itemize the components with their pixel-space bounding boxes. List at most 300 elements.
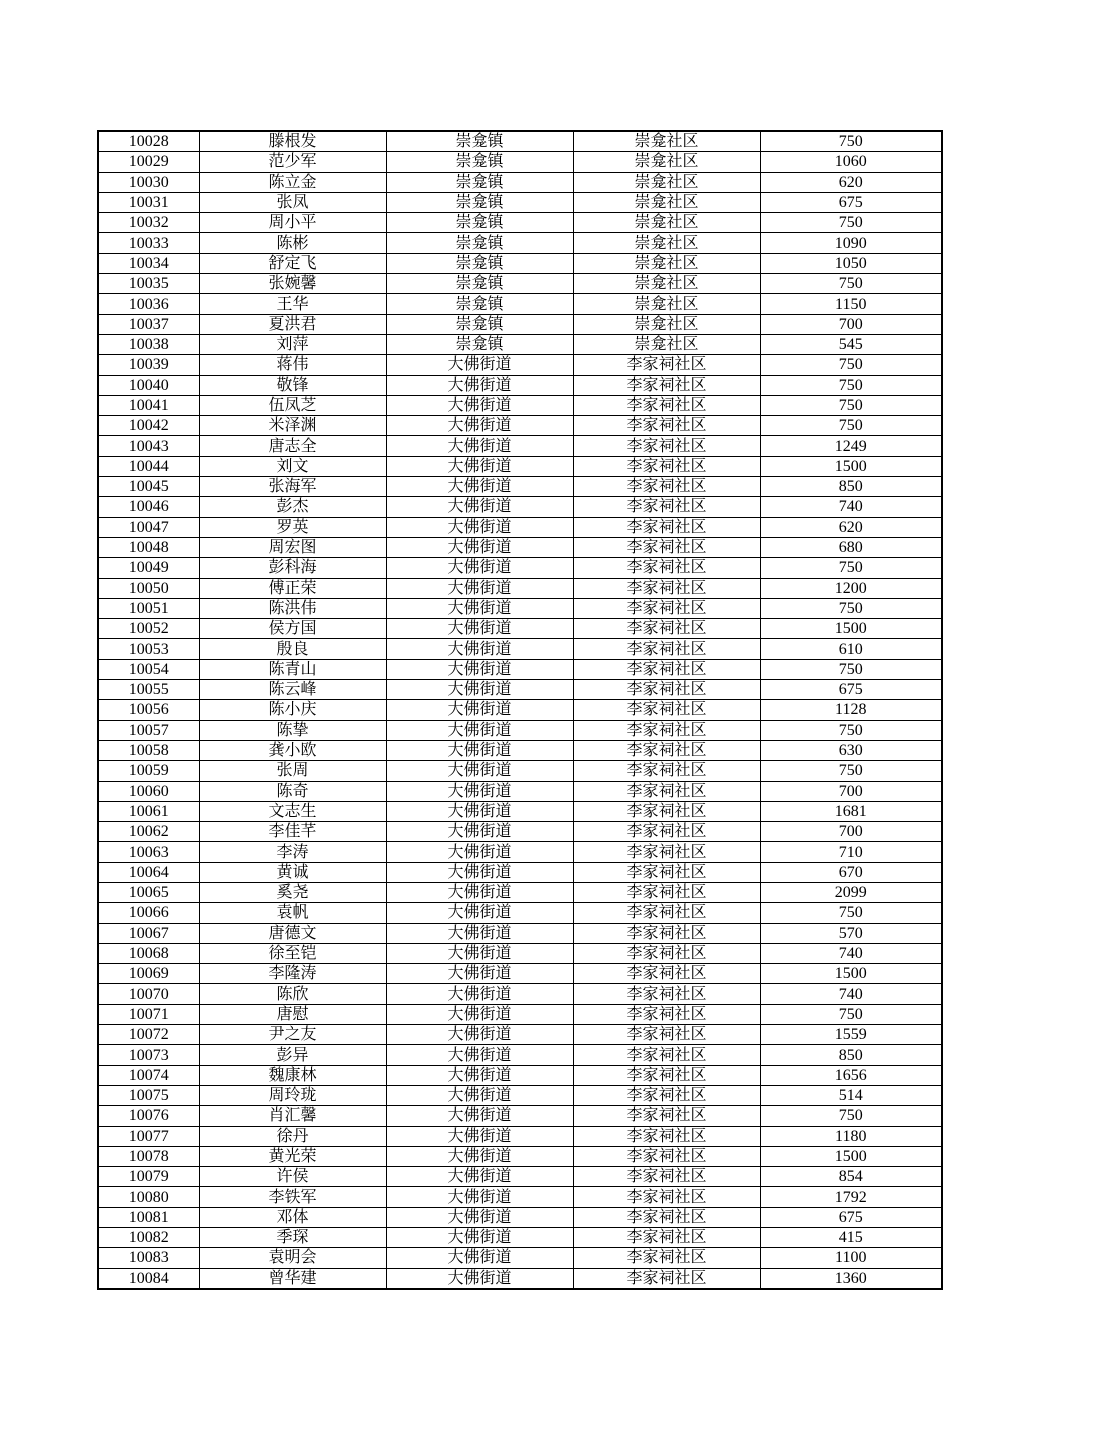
name-cell: 张凤: [199, 192, 386, 212]
name-cell: 龚小欧: [199, 740, 386, 760]
table-row: [98, 395, 942, 415]
id-cell: 10079: [98, 1167, 199, 1187]
table-row: [98, 761, 942, 781]
table-row: [98, 1004, 942, 1024]
amount-cell: 700: [760, 314, 942, 334]
community-cell: 崇龛社区: [573, 233, 760, 253]
town-cell: 崇龛镇: [386, 213, 573, 233]
community-cell: 李家祠社区: [573, 801, 760, 821]
name-cell: 曾华建: [199, 1268, 386, 1289]
town-cell: 大佛街道: [386, 436, 573, 456]
town-cell: 大佛街道: [386, 1004, 573, 1024]
table-row: [98, 355, 942, 375]
town-cell: 崇龛镇: [386, 192, 573, 212]
amount-cell: 750: [760, 761, 942, 781]
amount-cell: 675: [760, 680, 942, 700]
town-cell: 崇龛镇: [386, 294, 573, 314]
name-cell: 许侯: [199, 1167, 386, 1187]
community-cell: 李家祠社区: [573, 943, 760, 963]
name-cell: 袁帆: [199, 903, 386, 923]
community-cell: 李家祠社区: [573, 619, 760, 639]
table-row: [98, 720, 942, 740]
table-row: [98, 375, 942, 395]
amount-cell: 1060: [760, 152, 942, 172]
amount-cell: 750: [760, 395, 942, 415]
table-row: [98, 274, 942, 294]
community-cell: 李家祠社区: [573, 578, 760, 598]
id-cell: 10060: [98, 781, 199, 801]
id-cell: 10035: [98, 274, 199, 294]
town-cell: 大佛街道: [386, 395, 573, 415]
table-row: [98, 598, 942, 618]
community-cell: 李家祠社区: [573, 1167, 760, 1187]
community-cell: 李家祠社区: [573, 477, 760, 497]
table-row: [98, 1268, 942, 1289]
town-cell: 大佛街道: [386, 639, 573, 659]
id-cell: 10080: [98, 1187, 199, 1207]
id-cell: 10031: [98, 192, 199, 212]
table-row: [98, 1065, 942, 1085]
community-cell: 崇龛社区: [573, 172, 760, 192]
table-row: [98, 477, 942, 497]
community-cell: 李家祠社区: [573, 720, 760, 740]
table-row: [98, 984, 942, 1004]
community-cell: 崇龛社区: [573, 213, 760, 233]
town-cell: 大佛街道: [386, 862, 573, 882]
id-cell: 10061: [98, 801, 199, 821]
amount-cell: 610: [760, 639, 942, 659]
town-cell: 崇龛镇: [386, 131, 573, 152]
id-cell: 10071: [98, 1004, 199, 1024]
town-cell: 大佛街道: [386, 1085, 573, 1105]
name-cell: 范少军: [199, 152, 386, 172]
table-row: [98, 294, 942, 314]
name-cell: 邓体: [199, 1207, 386, 1227]
town-cell: 崇龛镇: [386, 314, 573, 334]
id-cell: 10036: [98, 294, 199, 314]
amount-cell: 1500: [760, 1146, 942, 1166]
community-cell: 李家祠社区: [573, 1187, 760, 1207]
community-cell: 李家祠社区: [573, 1065, 760, 1085]
town-cell: 崇龛镇: [386, 172, 573, 192]
name-cell: 王华: [199, 294, 386, 314]
id-cell: 10084: [98, 1268, 199, 1289]
id-cell: 10069: [98, 964, 199, 984]
amount-cell: 570: [760, 923, 942, 943]
table-row: [98, 619, 942, 639]
town-cell: 大佛街道: [386, 1167, 573, 1187]
name-cell: 徐至铠: [199, 943, 386, 963]
community-cell: 李家祠社区: [573, 700, 760, 720]
town-cell: 大佛街道: [386, 1106, 573, 1126]
id-cell: 10059: [98, 761, 199, 781]
id-cell: 10083: [98, 1248, 199, 1268]
community-cell: 李家祠社区: [573, 1045, 760, 1065]
amount-cell: 750: [760, 903, 942, 923]
table-row: [98, 1248, 942, 1268]
amount-cell: 1792: [760, 1187, 942, 1207]
name-cell: 唐志全: [199, 436, 386, 456]
name-cell: 尹之友: [199, 1025, 386, 1045]
community-cell: 李家祠社区: [573, 1106, 760, 1126]
id-cell: 10056: [98, 700, 199, 720]
town-cell: 大佛街道: [386, 1065, 573, 1085]
table-row: [98, 253, 942, 273]
table-row: [98, 1085, 942, 1105]
town-cell: 崇龛镇: [386, 334, 573, 354]
town-cell: 大佛街道: [386, 598, 573, 618]
community-cell: 李家祠社区: [573, 558, 760, 578]
community-cell: 李家祠社区: [573, 964, 760, 984]
town-cell: 大佛街道: [386, 497, 573, 517]
community-cell: 崇龛社区: [573, 253, 760, 273]
table-row: [98, 862, 942, 882]
id-cell: 10043: [98, 436, 199, 456]
amount-cell: 750: [760, 1106, 942, 1126]
id-cell: 10034: [98, 253, 199, 273]
table-row: [98, 334, 942, 354]
table-row: [98, 1106, 942, 1126]
table-row: [98, 497, 942, 517]
name-cell: 周宏图: [199, 537, 386, 557]
table-row: [98, 822, 942, 842]
name-cell: 肖汇馨: [199, 1106, 386, 1126]
amount-cell: 750: [760, 720, 942, 740]
community-cell: 李家祠社区: [573, 1207, 760, 1227]
amount-cell: 750: [760, 659, 942, 679]
community-cell: 李家祠社区: [573, 1268, 760, 1289]
town-cell: 大佛街道: [386, 477, 573, 497]
amount-cell: 710: [760, 842, 942, 862]
table-row: [98, 172, 942, 192]
name-cell: 陈立金: [199, 172, 386, 192]
amount-cell: 854: [760, 1167, 942, 1187]
id-cell: 10040: [98, 375, 199, 395]
town-cell: 大佛街道: [386, 578, 573, 598]
name-cell: 奚尧: [199, 882, 386, 902]
town-cell: 大佛街道: [386, 659, 573, 679]
table-row: [98, 558, 942, 578]
id-cell: 10029: [98, 152, 199, 172]
town-cell: 崇龛镇: [386, 152, 573, 172]
name-cell: 刘文: [199, 456, 386, 476]
name-cell: 陈欣: [199, 984, 386, 1004]
table-row: [98, 781, 942, 801]
name-cell: 李涛: [199, 842, 386, 862]
name-cell: 彭科海: [199, 558, 386, 578]
name-cell: 唐慰: [199, 1004, 386, 1024]
id-cell: 10064: [98, 862, 199, 882]
community-cell: 李家祠社区: [573, 1248, 760, 1268]
table-row: [98, 314, 942, 334]
id-cell: 10039: [98, 355, 199, 375]
town-cell: 崇龛镇: [386, 274, 573, 294]
town-cell: 大佛街道: [386, 375, 573, 395]
name-cell: 蒋伟: [199, 355, 386, 375]
id-cell: 10030: [98, 172, 199, 192]
table-row: [98, 680, 942, 700]
amount-cell: 1050: [760, 253, 942, 273]
amount-cell: 750: [760, 416, 942, 436]
community-cell: 李家祠社区: [573, 537, 760, 557]
community-cell: 李家祠社区: [573, 416, 760, 436]
town-cell: 大佛街道: [386, 680, 573, 700]
town-cell: 大佛街道: [386, 1228, 573, 1248]
town-cell: 大佛街道: [386, 1025, 573, 1045]
data-table: [97, 130, 943, 1290]
name-cell: 陈云峰: [199, 680, 386, 700]
amount-cell: 740: [760, 943, 942, 963]
community-cell: 崇龛社区: [573, 314, 760, 334]
name-cell: 傅正荣: [199, 578, 386, 598]
town-cell: 大佛街道: [386, 416, 573, 436]
amount-cell: 670: [760, 862, 942, 882]
table-row: [98, 213, 942, 233]
name-cell: 徐丹: [199, 1126, 386, 1146]
id-cell: 10065: [98, 882, 199, 902]
table-row: [98, 1167, 942, 1187]
table-row: [98, 1025, 942, 1045]
town-cell: 大佛街道: [386, 517, 573, 537]
amount-cell: 514: [760, 1085, 942, 1105]
name-cell: 李佳芊: [199, 822, 386, 842]
name-cell: 伍凤芝: [199, 395, 386, 415]
community-cell: 崇龛社区: [573, 152, 760, 172]
name-cell: 黄光荣: [199, 1146, 386, 1166]
amount-cell: 680: [760, 537, 942, 557]
name-cell: 张婉馨: [199, 274, 386, 294]
name-cell: 张海军: [199, 477, 386, 497]
amount-cell: 620: [760, 517, 942, 537]
id-cell: 10046: [98, 497, 199, 517]
community-cell: 李家祠社区: [573, 517, 760, 537]
name-cell: 魏康林: [199, 1065, 386, 1085]
id-cell: 10063: [98, 842, 199, 862]
amount-cell: 700: [760, 822, 942, 842]
amount-cell: 1200: [760, 578, 942, 598]
table-row: [98, 456, 942, 476]
id-cell: 10037: [98, 314, 199, 334]
community-cell: 李家祠社区: [573, 822, 760, 842]
table-row: [98, 740, 942, 760]
community-cell: 李家祠社区: [573, 395, 760, 415]
id-cell: 10058: [98, 740, 199, 760]
table-row: [98, 1207, 942, 1227]
community-cell: 崇龛社区: [573, 294, 760, 314]
town-cell: 大佛街道: [386, 1126, 573, 1146]
id-cell: 10055: [98, 680, 199, 700]
name-cell: 殷良: [199, 639, 386, 659]
name-cell: 侯方国: [199, 619, 386, 639]
name-cell: 陈奇: [199, 781, 386, 801]
amount-cell: 1180: [760, 1126, 942, 1146]
table-row: [98, 416, 942, 436]
amount-cell: 750: [760, 213, 942, 233]
amount-cell: 620: [760, 172, 942, 192]
name-cell: 陈彬: [199, 233, 386, 253]
table-row: [98, 639, 942, 659]
community-cell: 崇龛社区: [573, 334, 760, 354]
id-cell: 10076: [98, 1106, 199, 1126]
name-cell: 舒定飞: [199, 253, 386, 273]
table-row: [98, 903, 942, 923]
name-cell: 罗英: [199, 517, 386, 537]
community-cell: 李家祠社区: [573, 862, 760, 882]
town-cell: 崇龛镇: [386, 253, 573, 273]
id-cell: 10038: [98, 334, 199, 354]
community-cell: 李家祠社区: [573, 1146, 760, 1166]
table-row: [98, 700, 942, 720]
amount-cell: 1360: [760, 1268, 942, 1289]
community-cell: 李家祠社区: [573, 1025, 760, 1045]
table-row: [98, 578, 942, 598]
table-row: [98, 842, 942, 862]
id-cell: 10078: [98, 1146, 199, 1166]
amount-cell: 750: [760, 375, 942, 395]
community-cell: 李家祠社区: [573, 497, 760, 517]
community-cell: 崇龛社区: [573, 131, 760, 152]
town-cell: 大佛街道: [386, 903, 573, 923]
community-cell: 崇龛社区: [573, 274, 760, 294]
table-row: [98, 152, 942, 172]
town-cell: 大佛街道: [386, 984, 573, 1004]
amount-cell: 850: [760, 1045, 942, 1065]
table-row: [98, 233, 942, 253]
community-cell: 李家祠社区: [573, 842, 760, 862]
town-cell: 大佛街道: [386, 882, 573, 902]
name-cell: 陈挚: [199, 720, 386, 740]
amount-cell: 1150: [760, 294, 942, 314]
amount-cell: 700: [760, 781, 942, 801]
id-cell: 10048: [98, 537, 199, 557]
town-cell: 大佛街道: [386, 537, 573, 557]
name-cell: 黄诚: [199, 862, 386, 882]
amount-cell: 1500: [760, 456, 942, 476]
table-row: [98, 1146, 942, 1166]
community-cell: 李家祠社区: [573, 781, 760, 801]
table-row: [98, 131, 942, 152]
table-row: [98, 1187, 942, 1207]
town-cell: 大佛街道: [386, 943, 573, 963]
name-cell: 季琛: [199, 1228, 386, 1248]
table-row: [98, 192, 942, 212]
community-cell: 李家祠社区: [573, 598, 760, 618]
amount-cell: 1656: [760, 1065, 942, 1085]
name-cell: 陈小庆: [199, 700, 386, 720]
table-row: [98, 1126, 942, 1146]
community-cell: 李家祠社区: [573, 882, 760, 902]
table-row: [98, 436, 942, 456]
community-cell: 李家祠社区: [573, 639, 760, 659]
town-cell: 大佛街道: [386, 822, 573, 842]
town-cell: 大佛街道: [386, 740, 573, 760]
community-cell: 李家祠社区: [573, 355, 760, 375]
town-cell: 大佛街道: [386, 923, 573, 943]
id-cell: 10082: [98, 1228, 199, 1248]
community-cell: 李家祠社区: [573, 1004, 760, 1024]
name-cell: 陈青山: [199, 659, 386, 679]
community-cell: 李家祠社区: [573, 1126, 760, 1146]
id-cell: 10072: [98, 1025, 199, 1045]
town-cell: 大佛街道: [386, 1268, 573, 1289]
name-cell: 彭异: [199, 1045, 386, 1065]
name-cell: 陈洪伟: [199, 598, 386, 618]
community-cell: 李家祠社区: [573, 1228, 760, 1248]
id-cell: 10033: [98, 233, 199, 253]
amount-cell: 675: [760, 1207, 942, 1227]
table-row: [98, 923, 942, 943]
amount-cell: 1128: [760, 700, 942, 720]
town-cell: 大佛街道: [386, 355, 573, 375]
community-cell: 崇龛社区: [573, 192, 760, 212]
amount-cell: 740: [760, 984, 942, 1004]
community-cell: 李家祠社区: [573, 1085, 760, 1105]
town-cell: 大佛街道: [386, 619, 573, 639]
community-cell: 李家祠社区: [573, 456, 760, 476]
name-cell: 李隆涛: [199, 964, 386, 984]
name-cell: 唐德文: [199, 923, 386, 943]
name-cell: 张周: [199, 761, 386, 781]
table-row: [98, 659, 942, 679]
id-cell: 10070: [98, 984, 199, 1004]
town-cell: 大佛街道: [386, 842, 573, 862]
town-cell: 大佛街道: [386, 801, 573, 821]
town-cell: 大佛街道: [386, 1207, 573, 1227]
id-cell: 10044: [98, 456, 199, 476]
id-cell: 10073: [98, 1045, 199, 1065]
amount-cell: 750: [760, 558, 942, 578]
id-cell: 10051: [98, 598, 199, 618]
id-cell: 10047: [98, 517, 199, 537]
amount-cell: 750: [760, 355, 942, 375]
table-row: [98, 801, 942, 821]
community-cell: 李家祠社区: [573, 761, 760, 781]
community-cell: 李家祠社区: [573, 903, 760, 923]
amount-cell: 2099: [760, 882, 942, 902]
town-cell: 大佛街道: [386, 720, 573, 740]
amount-cell: 750: [760, 1004, 942, 1024]
community-cell: 李家祠社区: [573, 740, 760, 760]
community-cell: 李家祠社区: [573, 659, 760, 679]
name-cell: 周玲珑: [199, 1085, 386, 1105]
table-row: [98, 943, 942, 963]
name-cell: 李铁军: [199, 1187, 386, 1207]
id-cell: 10054: [98, 659, 199, 679]
id-cell: 10041: [98, 395, 199, 415]
amount-cell: 750: [760, 598, 942, 618]
name-cell: 刘萍: [199, 334, 386, 354]
amount-cell: 1500: [760, 619, 942, 639]
id-cell: 10062: [98, 822, 199, 842]
town-cell: 大佛街道: [386, 1187, 573, 1207]
amount-cell: 1090: [760, 233, 942, 253]
id-cell: 10042: [98, 416, 199, 436]
amount-cell: 750: [760, 274, 942, 294]
name-cell: 周小平: [199, 213, 386, 233]
amount-cell: 750: [760, 131, 942, 152]
town-cell: 大佛街道: [386, 964, 573, 984]
town-cell: 大佛街道: [386, 761, 573, 781]
id-cell: 10066: [98, 903, 199, 923]
table-row: [98, 964, 942, 984]
town-cell: 崇龛镇: [386, 233, 573, 253]
table-row: [98, 517, 942, 537]
table-row: [98, 882, 942, 902]
town-cell: 大佛街道: [386, 1045, 573, 1065]
community-cell: 李家祠社区: [573, 923, 760, 943]
id-cell: 10075: [98, 1085, 199, 1105]
id-cell: 10074: [98, 1065, 199, 1085]
